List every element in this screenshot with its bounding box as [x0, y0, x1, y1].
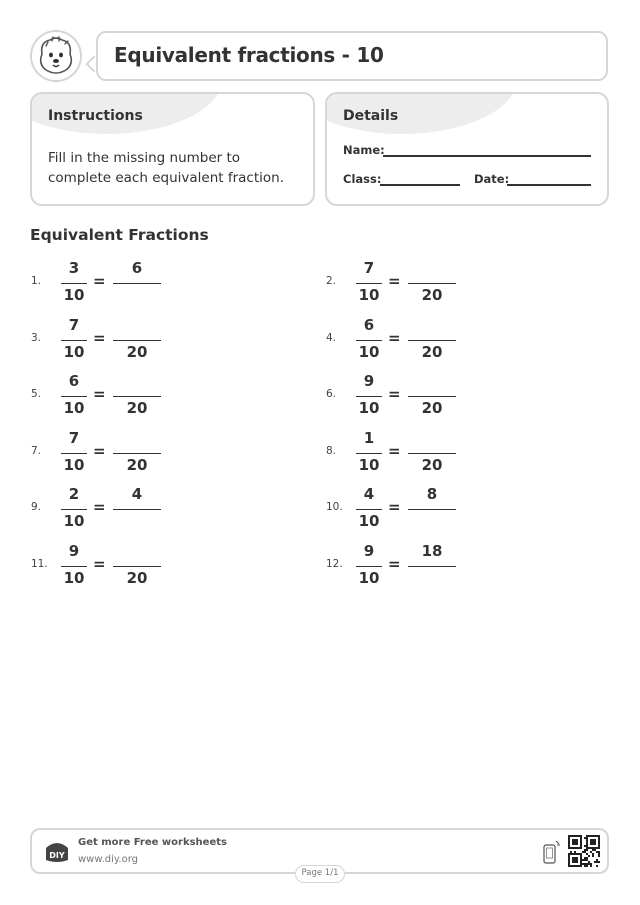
problem-item: [326, 429, 526, 485]
equals-sign: =: [93, 272, 106, 290]
answer-bar: [113, 566, 161, 567]
problem-item: [31, 372, 231, 428]
details-card: [325, 92, 609, 206]
answer-fraction[interactable]: [408, 485, 456, 535]
problem-number: 9.: [31, 501, 42, 513]
fraction-numerator: 2: [68, 485, 80, 503]
given-fraction: [61, 485, 87, 535]
fraction-numerator: 9: [363, 372, 375, 390]
instructions-heading: Instructions: [48, 108, 143, 124]
answer-fraction[interactable]: [113, 429, 161, 479]
given-fraction: [356, 485, 382, 535]
answer-bar: [408, 283, 456, 284]
answer-fraction[interactable]: [408, 429, 456, 479]
fraction-bar: [356, 396, 382, 397]
given-fraction: [61, 429, 87, 479]
given-fraction: [356, 429, 382, 479]
problem-number: 8.: [326, 444, 337, 457]
problem-number: 5.: [31, 388, 42, 400]
answer-fraction[interactable]: [408, 259, 456, 309]
fraction-bar: [356, 340, 382, 341]
fraction-denominator: 10: [63, 568, 85, 587]
fraction-bar: [356, 283, 382, 284]
fraction-numerator: 6: [363, 315, 375, 334]
answer-fraction[interactable]: [113, 316, 161, 366]
equals-sign: =: [388, 441, 401, 460]
equals-sign: =: [93, 328, 106, 347]
answer-bar: [113, 509, 161, 510]
answer-fraction[interactable]: [113, 485, 161, 535]
given-fraction: [61, 259, 87, 309]
fraction-denominator: 10: [63, 286, 85, 304]
given-fraction: [356, 372, 382, 422]
page-title: Equivalent fractions - 10: [114, 43, 384, 67]
problem-number: 7.: [31, 444, 42, 457]
section-title: Equivalent Fractions: [30, 226, 209, 244]
answer-denominator[interactable]: 20: [421, 286, 443, 304]
answer-fraction[interactable]: [408, 542, 456, 592]
equals-sign: =: [388, 498, 401, 516]
fraction-denominator: 10: [63, 399, 85, 417]
fraction-denominator: 10: [358, 455, 380, 474]
answer-bar: [113, 453, 161, 454]
given-fraction: [61, 372, 87, 422]
equals-sign: =: [93, 385, 106, 403]
fraction-denominator: 10: [358, 399, 380, 417]
given-fraction: [356, 259, 382, 309]
answer-denominator[interactable]: 20: [126, 342, 148, 361]
mascot-avatar-icon: [30, 30, 82, 82]
fraction-numerator: 7: [68, 315, 80, 334]
title-bubble: [96, 31, 608, 81]
answer-denominator[interactable]: 20: [421, 399, 443, 417]
equals-sign: =: [388, 385, 401, 403]
fraction-bar: [61, 340, 87, 341]
instructions-text: Fill in the missing number to complete each equivalent fraction.: [48, 150, 284, 186]
qr-code-icon[interactable]: [568, 835, 600, 867]
answer-fraction[interactable]: [408, 372, 456, 422]
answer-bar: [408, 396, 456, 397]
answer-fraction[interactable]: [408, 316, 456, 366]
footer-promo-text: Get more Free worksheets: [78, 837, 227, 848]
fraction-bar: [61, 453, 87, 454]
equals-sign: =: [93, 441, 106, 460]
fraction-numerator: 3: [68, 259, 80, 277]
fraction-numerator: 7: [363, 259, 375, 277]
problem-number: 4.: [326, 331, 337, 344]
equals-sign: =: [388, 554, 401, 573]
fraction-denominator: 10: [358, 568, 380, 587]
answer-denominator[interactable]: 20: [126, 568, 148, 587]
fraction-bar: [61, 283, 87, 284]
fraction-numerator: 4: [363, 485, 375, 503]
date-field[interactable]: [507, 184, 591, 186]
problem-number: 6.: [326, 388, 337, 400]
given-fraction: [61, 542, 87, 592]
problem-number: 1.: [31, 275, 42, 287]
logo-text: DIY: [49, 851, 65, 860]
fraction-bar: [61, 566, 87, 567]
equals-sign: =: [388, 328, 401, 347]
fraction-denominator: 10: [358, 342, 380, 361]
fraction-denominator: 10: [358, 512, 380, 530]
problem-item: [326, 542, 526, 598]
given-fraction: [61, 316, 87, 366]
problem-number: 2.: [326, 275, 337, 287]
answer-numerator[interactable]: 18: [421, 541, 443, 560]
page-indicator: Page 1/1: [295, 865, 345, 883]
answer-bar: [113, 283, 161, 284]
fraction-bar: [61, 509, 87, 510]
fraction-numerator: 6: [68, 372, 80, 390]
given-fraction: [356, 316, 382, 366]
answer-fraction[interactable]: [113, 542, 161, 592]
equals-sign: =: [388, 272, 401, 290]
fraction-denominator: 10: [63, 455, 85, 474]
fraction-denominator: 10: [63, 512, 85, 530]
problem-number: 12.: [326, 557, 343, 570]
answer-denominator[interactable]: 20: [421, 342, 443, 361]
problem-number: 11.: [31, 557, 48, 570]
equals-sign: =: [93, 498, 106, 516]
problem-number: 10.: [326, 501, 343, 513]
answer-bar: [113, 396, 161, 397]
answer-bar: [408, 509, 456, 510]
phone-scan-icon: [542, 839, 560, 865]
answer-numerator[interactable]: 4: [131, 485, 143, 503]
fraction-numerator: 7: [68, 428, 80, 447]
fraction-bar: [356, 509, 382, 510]
fraction-bar: [356, 453, 382, 454]
answer-bar: [408, 566, 456, 567]
fraction-denominator: 10: [358, 286, 380, 304]
diy-logo-icon: [44, 840, 70, 864]
problem-item: [326, 485, 526, 541]
problem-item: [326, 259, 526, 315]
answer-bar: [408, 453, 456, 454]
fraction-numerator: 9: [363, 541, 375, 560]
problem-item: [31, 259, 231, 315]
name-label: Name:: [343, 143, 385, 157]
fraction-bar: [61, 396, 87, 397]
date-label: Date:: [474, 172, 510, 186]
instructions-card: [30, 92, 315, 206]
problem-item: [31, 429, 231, 485]
answer-denominator[interactable]: 20: [421, 455, 443, 474]
name-field[interactable]: [383, 155, 591, 157]
fraction-numerator: 9: [68, 541, 80, 560]
problem-item: [31, 316, 231, 372]
problem-item: [326, 372, 526, 428]
answer-denominator[interactable]: 20: [126, 455, 148, 474]
answer-fraction[interactable]: [113, 372, 161, 422]
answer-bar: [113, 340, 161, 341]
answer-bar: [408, 340, 456, 341]
details-heading: Details: [343, 108, 399, 124]
problem-item: [31, 485, 231, 541]
answer-numerator[interactable]: 6: [131, 259, 143, 277]
fraction-numerator: 1: [363, 428, 375, 447]
answer-numerator[interactable]: 8: [426, 485, 438, 503]
class-field[interactable]: [380, 184, 460, 186]
answer-fraction[interactable]: [113, 259, 161, 309]
footer-link[interactable]: www.diy.org: [78, 854, 138, 865]
equals-sign: =: [93, 554, 106, 573]
class-label: Class:: [343, 172, 382, 186]
fraction-denominator: 10: [63, 342, 85, 361]
fraction-bar: [356, 566, 382, 567]
problem-number: 3.: [31, 331, 42, 344]
problem-item: [31, 542, 231, 598]
problem-item: [326, 316, 526, 372]
answer-denominator[interactable]: 20: [126, 399, 148, 417]
given-fraction: [356, 542, 382, 592]
